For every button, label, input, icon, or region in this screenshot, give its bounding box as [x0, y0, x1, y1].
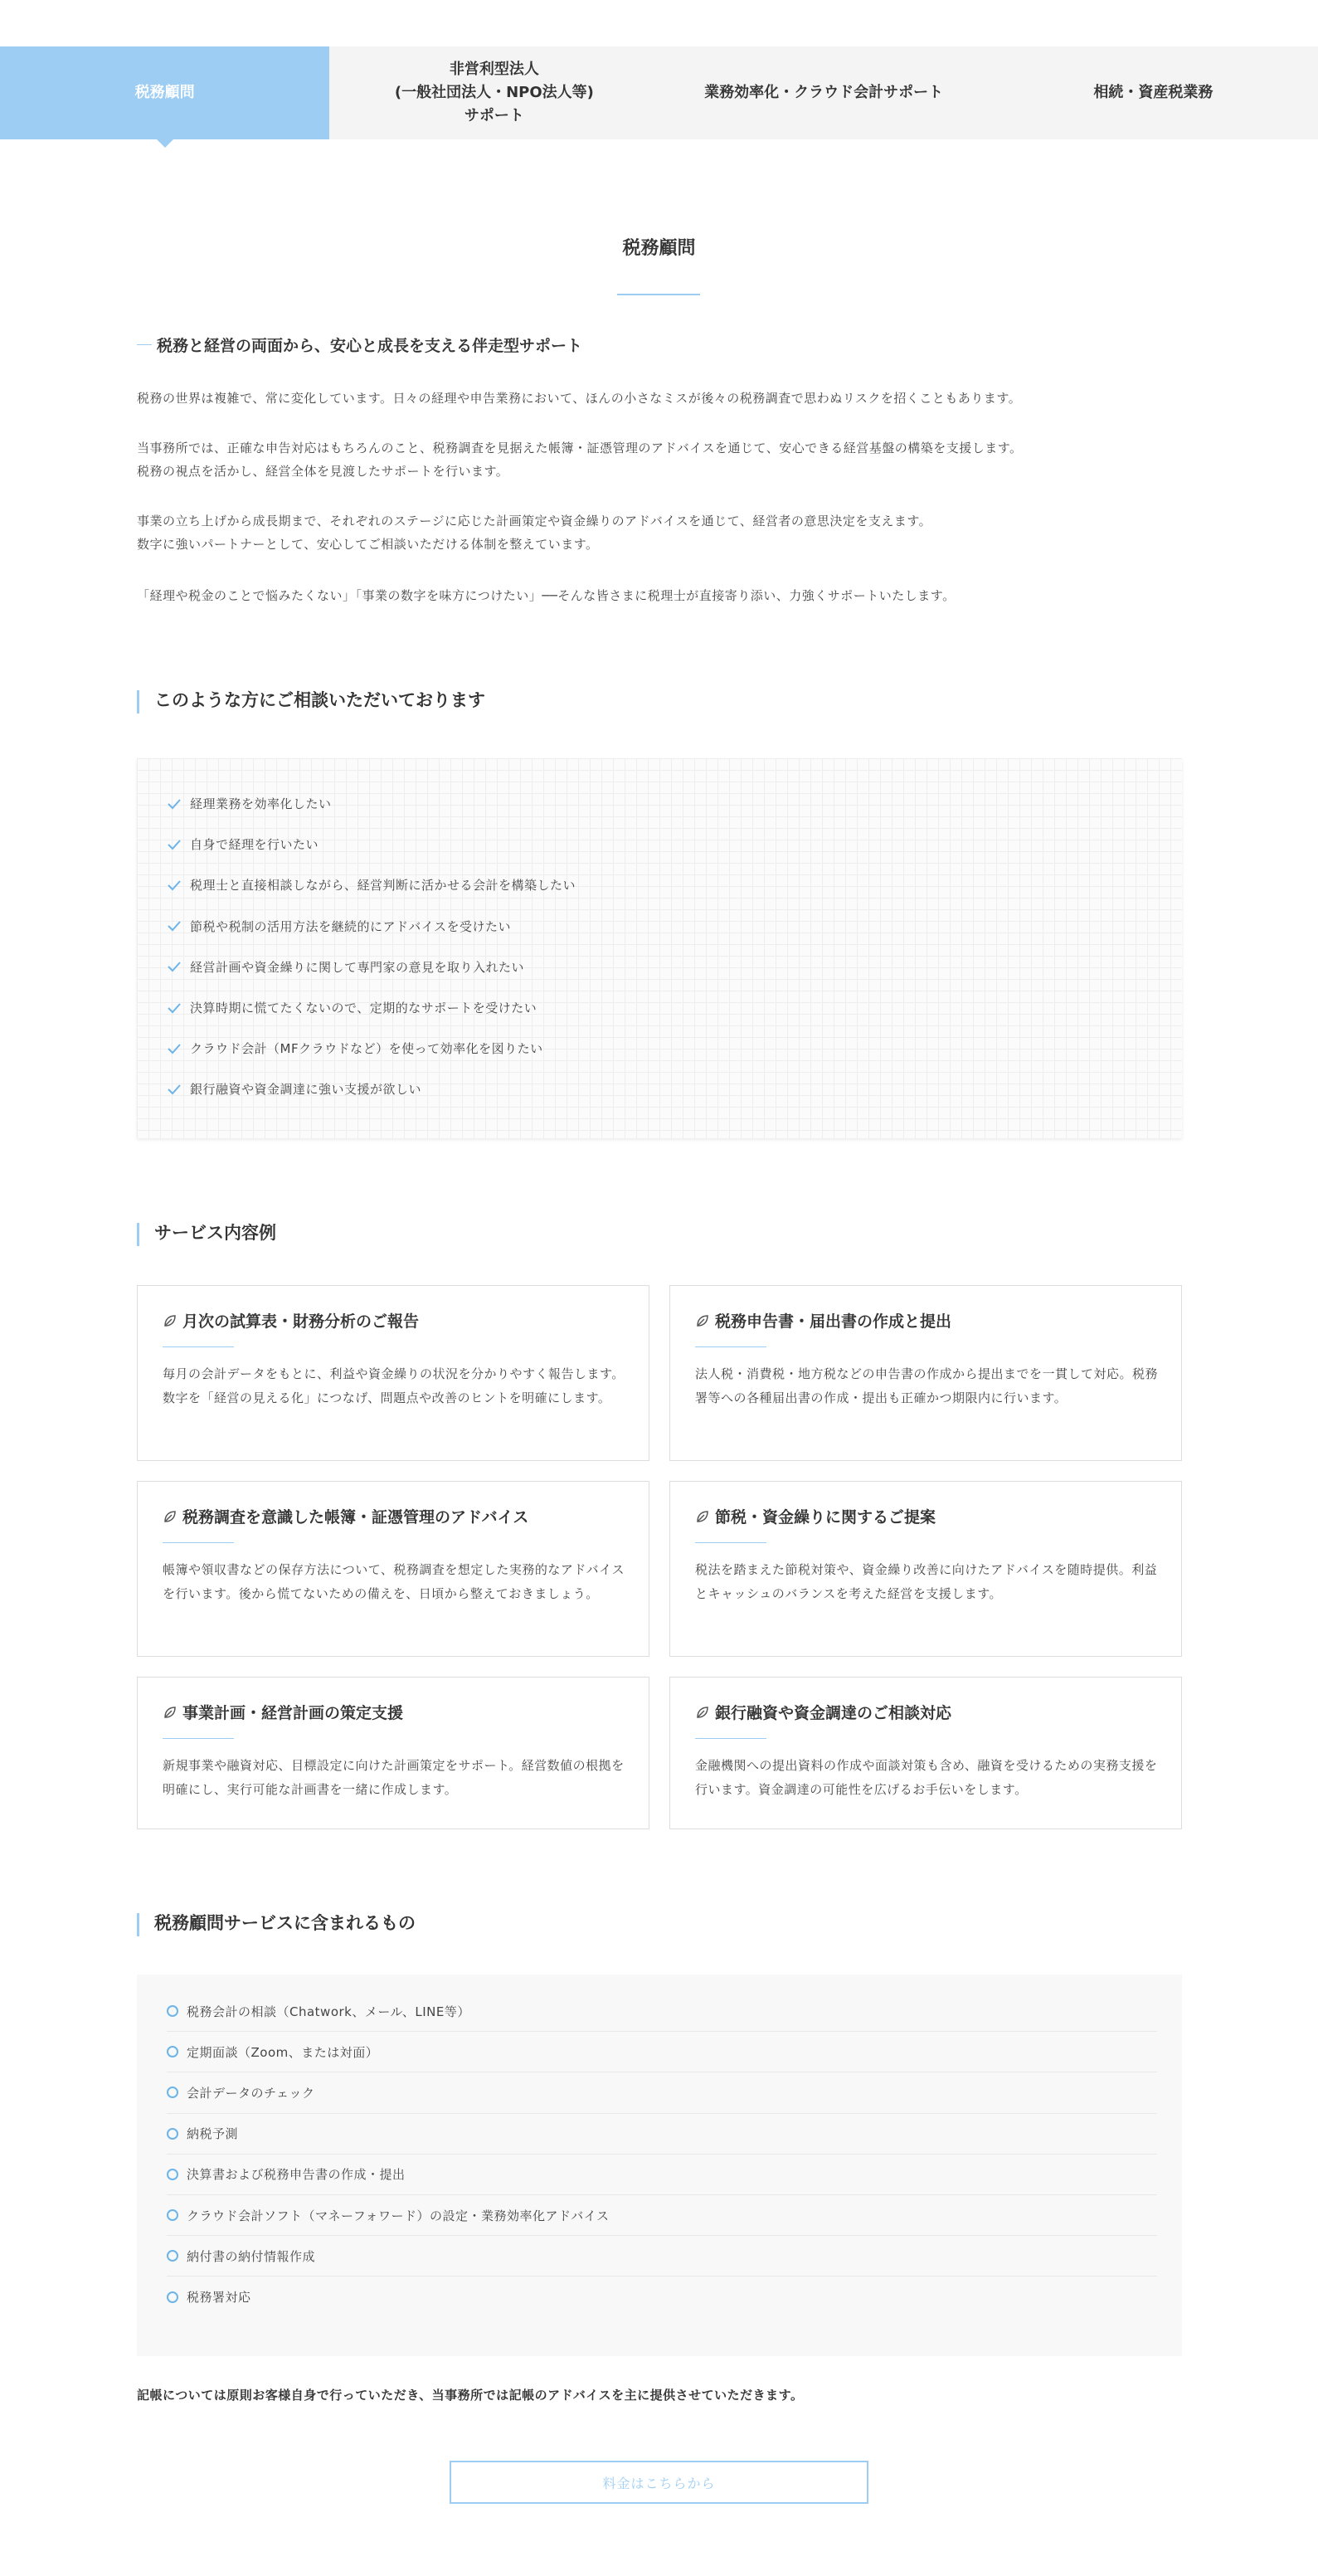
consult-heading: このような方にご相談いただいております	[137, 690, 1182, 713]
check-icon	[167, 879, 182, 891]
consult-item-label: 決算時期に慌てたくないので、定期的なサポートを受けたい	[190, 1001, 537, 1016]
included-item	[167, 2277, 1157, 2317]
service-card-title	[695, 1505, 1158, 1527]
leaf-icon	[163, 1313, 178, 1328]
included-item	[167, 2114, 1157, 2155]
lead-paragraph-2a: 当事務所では、正確な申告対応はもちろんのこと、税務調査を見据えた帳簿・証憑管理のアドバイスを通じて、安心できる経営基盤の構築を支援します。	[137, 441, 1023, 455]
consult-item-label: 税理士と直接相談しながら、経営判断に活かせる会計を構築したい	[190, 878, 576, 894]
consult-item-label: 自身で経理を行いたい	[190, 837, 319, 853]
check-icon	[167, 1083, 182, 1095]
consult-item	[167, 783, 1182, 824]
tab-cloud-accounting[interactable]: 業務効率化・クラウド会計サポート	[704, 84, 944, 101]
service-card-desc: 毎月の会計データをもとに、利益や資金繰りの状況を分かりやすく報告します。数字を「経営の見える化」につなげ、問題点や改善のヒントを明確にします。	[163, 1366, 625, 1405]
leaf-icon	[163, 1705, 178, 1720]
service-card-desc: 金融機関への提出資料の作成や面談対策も含め、融資を受けるための実務支援を行います。資金調達の可能性を広げるお手伝いをします。	[695, 1758, 1158, 1797]
card-divider	[695, 1542, 766, 1543]
consult-item-label: 節税や税制の活用方法を継続的にアドバイスを受けたい	[190, 918, 512, 934]
lead-paragraph-2	[137, 436, 1182, 483]
card-divider	[695, 1738, 766, 1739]
consult-item	[167, 1069, 1182, 1109]
services-heading: サービス内容例	[137, 1223, 1182, 1246]
included-item-label: 決算書および税務申告書の作成・提出	[187, 2167, 406, 2183]
service-card-desc: 法人税・消費税・地方税などの申告書の作成から提出までを一貫して対応。税務署等への各種届出書の作成・提出も正確かつ期限内に行います。	[695, 1366, 1159, 1405]
included-item	[167, 2155, 1157, 2195]
included-heading: 税務顧問サービスに含まれるもの	[137, 1913, 1182, 1936]
price-link-button[interactable]: 料金はこちらから	[450, 2461, 868, 2504]
included-list	[167, 1991, 1157, 2318]
service-card	[669, 1677, 1182, 1829]
circle-bullet-icon	[167, 2291, 178, 2303]
included-item	[167, 1991, 1157, 2032]
lead-title	[137, 334, 1182, 356]
service-card-desc: 新規事業や融資対応、目標設定に向けた計画策定をサポート。経営数値の根拠を明確にし、実行可能な計画書を一緒に作成します。	[163, 1758, 625, 1797]
service-card-title	[163, 1701, 625, 1723]
service-card	[669, 1285, 1182, 1461]
leaf-icon	[695, 1509, 710, 1524]
circle-bullet-icon	[167, 2087, 178, 2098]
tab-bar	[0, 46, 1318, 139]
circle-bullet-icon	[167, 2169, 178, 2180]
included-item	[167, 2195, 1157, 2236]
service-card-title	[695, 1701, 1158, 1723]
tab-inheritance-tax[interactable]: 相続・資産税業務	[1093, 84, 1213, 101]
included-item	[167, 2236, 1157, 2277]
circle-bullet-icon	[167, 2128, 178, 2140]
consult-item-label: 経営計画や資金繰りに関して専門家の意見を取り入れたい	[190, 959, 525, 975]
card-divider	[695, 1346, 766, 1347]
circle-bullet-icon	[167, 2005, 178, 2017]
included-item	[167, 2032, 1157, 2072]
consult-item-label: 経理業務を効率化したい	[190, 796, 332, 812]
service-card	[137, 1285, 649, 1461]
bookkeeping-note: 記帳については原則お客様自身で行っていただき、当事務所では記帳のアドバイスを主に提供させていただきます。	[137, 2388, 804, 2403]
circle-bullet-icon	[167, 2046, 178, 2057]
service-card-title-text: 税務調査を意識した帳簿・証憑管理のアドバイス	[182, 1508, 529, 1527]
check-icon	[167, 920, 182, 932]
lead-paragraph-4: 「経理や税金のことで悩みたくない」「事業の数字を味方につけたい」──そんな皆さまに税理士が直接寄り添い、力強くサポートいたします。	[137, 588, 956, 603]
tab-tax-advisory[interactable]: 税務顧問	[0, 46, 329, 139]
consult-item	[167, 1028, 1182, 1069]
service-card-title-text: 事業計画・経営計画の策定支援	[182, 1704, 404, 1722]
check-icon	[167, 798, 182, 810]
lead-paragraph-3a: 事業の立ち上げから成長期まで、それぞれのステージに応じた計画策定や資金繰りのアドバイスを通じて、経営者の意思決定を支えます。	[137, 514, 932, 528]
included-item-label: 会計データのチェック	[187, 2085, 315, 2101]
check-icon	[167, 839, 182, 850]
service-card-title-text: 税務申告書・届出書の作成と提出	[715, 1312, 952, 1331]
included-item-label: 税務署対応	[187, 2290, 251, 2306]
leaf-icon	[695, 1313, 710, 1328]
service-card-title	[163, 1505, 625, 1527]
included-item-label: 納付書の納付情報作成	[187, 2248, 316, 2264]
service-card-title-text: 月次の試算表・財務分析のご報告	[182, 1312, 420, 1331]
service-card-title-text: 節税・資金繰りに関するご提案	[715, 1508, 936, 1527]
consult-item	[167, 947, 1182, 987]
consult-item-label: クラウド会計（MFクラウドなど）を使って効率化を図りたい	[190, 1041, 543, 1057]
consult-box	[137, 758, 1182, 1138]
service-card	[137, 1481, 649, 1657]
leaf-icon	[163, 1509, 178, 1524]
included-item-label: 税務会計の相談（Chatwork、メール、LINE等）	[187, 2004, 470, 2019]
service-card-title-text: 銀行融資や資金調達のご相談対応	[715, 1704, 952, 1722]
check-icon	[167, 961, 182, 972]
card-divider	[163, 1738, 234, 1739]
service-card	[137, 1677, 649, 1829]
consult-item	[167, 824, 1182, 864]
lead-paragraph-3b: 数字に強いパートナーとして、安心してご相談いただける体制を整えています。	[137, 537, 599, 552]
consult-item	[167, 864, 1182, 905]
circle-bullet-icon	[167, 2209, 178, 2221]
check-icon	[167, 1043, 182, 1054]
service-card-desc: 帳簿や領収書などの保存方法について、税務調査を想定した実務的なアドバイスを行います。後から慌てないための備えを、日頃から整えておきましょう。	[163, 1562, 625, 1601]
lead-title-text: 税務と経営の両面から、安心と成長を支える伴走型サポート	[157, 337, 583, 355]
service-card-title	[695, 1309, 1158, 1332]
check-icon	[167, 1002, 182, 1014]
service-card-title	[163, 1309, 625, 1332]
card-divider	[163, 1542, 234, 1543]
included-item-label: クラウド会計ソフト（マネーフォワード）の設定・業務効率化アドバイス	[187, 2208, 610, 2223]
included-box	[137, 1975, 1182, 2356]
page-title: 税務顧問	[622, 238, 696, 259]
dash-decoration	[137, 344, 152, 345]
lead-paragraph-1: 税務の世界は複雑で、常に変化しています。日々の経理や申告業務において、ほんの小さなミスが後々の税務調査で思わぬリスクを招くこともあります。	[137, 391, 1022, 406]
consult-item	[167, 906, 1182, 947]
service-card-desc: 税法を踏まえた節税対策や、資金繰り改善に向けたアドバイスを随時提供。利益とキャッシュのバランスを考えた経営を支援します。	[695, 1562, 1158, 1601]
tab-nonprofit-support[interactable]: 非営利型法人 (一般社団法人・NPO法人等) サポート	[394, 61, 594, 124]
included-item-label: 定期面談（Zoom、または対面）	[187, 2044, 379, 2060]
consult-item-label: 銀行融資や資金調達に強い支援が欲しい	[190, 1082, 422, 1098]
lead-paragraph-2b: 税務の視点を活かし、経営全体を見渡したサポートを行います。	[137, 464, 509, 479]
circle-bullet-icon	[167, 2250, 178, 2262]
lead-paragraph-3	[137, 509, 1182, 556]
included-item	[167, 2072, 1157, 2113]
included-item-label: 納税予測	[187, 2126, 239, 2142]
service-card	[669, 1481, 1182, 1657]
card-divider	[163, 1346, 234, 1347]
consult-item	[167, 987, 1182, 1028]
title-underline	[617, 294, 700, 295]
consult-list	[137, 758, 1182, 1110]
leaf-icon	[695, 1705, 710, 1720]
